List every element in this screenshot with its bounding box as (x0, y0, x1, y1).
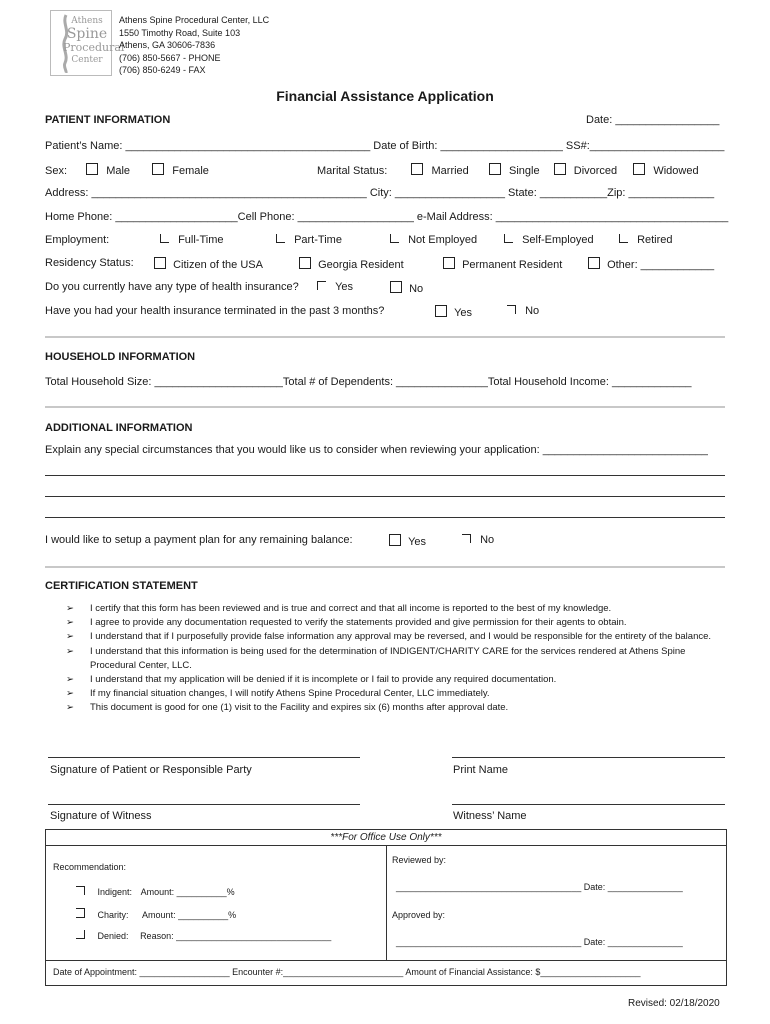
office-footer-line[interactable]: Date of Appointment: __________________ Encounter #:________________________ Amount of Financial Assistance: $____________________ (53, 967, 641, 977)
terminated-yes-label: Yes (454, 307, 473, 319)
additional-heading: ADDITIONAL INFORMATION (45, 422, 193, 434)
certification-item: ➢ I understand that this information is being used for the determination of INDIGENT/CHARITY CARE for the services rendered at Athens Spine Procedural Center, LLC. (66, 645, 686, 671)
company-street: 1550 Timothy Road, Suite 103 (119, 27, 241, 38)
full-time-label: Full-Time (178, 234, 224, 246)
other-option[interactable] (588, 257, 714, 271)
approved-by-line[interactable]: _____________________________________ Date: _______________ (396, 937, 683, 947)
male-checkbox[interactable] (86, 163, 98, 175)
terminated-question: Have you had your health insurance terminated in the past 3 months? (45, 305, 385, 317)
certification-list (66, 602, 726, 716)
terminated-no-option[interactable] (507, 305, 539, 317)
patient-signature-line[interactable] (48, 757, 360, 758)
company-phone: (706) 850-5667 - PHONE (119, 52, 221, 63)
payment-yes-checkbox[interactable] (389, 534, 401, 546)
divorced-label: Divorced (573, 165, 618, 177)
self-employed-option[interactable] (504, 234, 594, 246)
reviewed-by-label: Reviewed by: (392, 855, 447, 865)
employment-label: Employment: (45, 234, 110, 246)
denied-reason[interactable]: Reason: _______________________________ (140, 931, 332, 941)
payment-yes-option[interactable] (389, 534, 426, 548)
citizen-checkbox[interactable] (154, 257, 166, 269)
married-checkbox[interactable] (411, 163, 423, 175)
charity-amount[interactable]: Amount: __________% (142, 910, 237, 920)
certification-item: ➢ I certify that this form has been reviewed and is true and correct and that all income is reported to the best of my knowledge. (66, 602, 726, 616)
single-label: Single (508, 165, 540, 177)
page-title: Financial Assistance Application (276, 88, 494, 104)
female-label: Female (172, 165, 209, 177)
georgia-option[interactable] (299, 257, 404, 271)
terminated-no-checkbox[interactable] (507, 305, 516, 314)
arrow-bullet-icon: ➢ (66, 645, 74, 657)
other-checkbox[interactable] (588, 257, 600, 269)
logo-text: Athens Spine Procedural Center (63, 16, 125, 65)
marital-status-row (317, 163, 699, 177)
arrow-bullet-icon: ➢ (66, 617, 74, 629)
citizen-label: Citizen of the USA (173, 259, 263, 271)
retired-checkbox[interactable] (619, 234, 628, 243)
indigent-amount[interactable]: Amount: __________% (140, 887, 235, 897)
explain-line[interactable] (45, 496, 725, 497)
office-use-header: ***For Office Use Only*** (46, 830, 726, 846)
full-time-checkbox[interactable] (160, 234, 169, 243)
not-employed-checkbox[interactable] (390, 234, 399, 243)
other-label: Other: ____________ (607, 259, 715, 271)
box-footer-rule (46, 960, 726, 961)
section-divider (45, 566, 725, 568)
citizen-option[interactable] (154, 257, 263, 271)
denied-label: Denied: (97, 931, 129, 941)
witness-signature-line[interactable] (48, 804, 360, 805)
company-address (119, 14, 269, 77)
phone-email-line[interactable]: Home Phone: ____________________Cell Phone: ___________________ e-Mail Address: ______________________________________ (45, 211, 729, 223)
print-name-line[interactable] (452, 757, 725, 758)
payment-plan-question: I would like to setup a payment plan for any remaining balance: (45, 534, 353, 546)
insurance-no-label: No (409, 283, 424, 295)
company-city: Athens, GA 30606-7836 (119, 40, 216, 50)
witness-signature-label: Signature of Witness (50, 810, 152, 822)
section-divider (45, 336, 725, 338)
section-divider (45, 406, 725, 408)
terminated-yes-checkbox[interactable] (435, 305, 447, 317)
marital-label: Marital Status: (317, 165, 388, 177)
insurance-yes-label: Yes (335, 281, 354, 293)
patient-info-heading: PATIENT INFORMATION (45, 114, 171, 126)
payment-no-checkbox[interactable] (462, 534, 471, 543)
residency-label: Residency Status: (45, 257, 134, 269)
revision-date: Revised: 02/18/2020 (628, 998, 720, 1009)
name-dob-ssn-line[interactable]: Patient’s Name: ________________________________________ Date of Birth: ____________________ SS#:______________________ (45, 140, 725, 152)
office-use-box (45, 829, 727, 986)
patient-signature-label: Signature of Patient or Responsible Party (50, 764, 252, 776)
address-line[interactable]: Address: _____________________________________________ City: __________________ State: ___________Zip: ______________ (45, 187, 715, 199)
household-line[interactable]: Total Household Size: _____________________Total # of Dependents: _______________Total Household Income: _____________ (45, 376, 692, 388)
payment-no-label: No (480, 534, 495, 546)
household-heading: HOUSEHOLD INFORMATION (45, 351, 196, 363)
not-employed-label: Not Employed (408, 234, 478, 246)
explain-line[interactable] (45, 475, 725, 476)
permanent-checkbox[interactable] (443, 257, 455, 269)
certification-item: ➢ I agree to provide any documentation requested to verify the statements provided and give permission for their agents to obtain. (66, 616, 726, 630)
insurance-no-option[interactable] (390, 281, 423, 295)
permanent-option[interactable] (443, 257, 562, 271)
widowed-label: Widowed (653, 165, 699, 177)
denied-row (76, 930, 331, 941)
certification-heading: CERTIFICATION STATEMENT (45, 580, 198, 592)
certification-item: ➢ I understand that if I purposefully provide false information any approval may be reversed, and I would be responsible for the entirety of the balance. (66, 630, 726, 644)
certification-item: ➢ This document is good for one (1) visit to the Facility and expires six (6) months after approval date. (66, 701, 726, 715)
female-checkbox[interactable] (152, 163, 164, 175)
georgia-label: Georgia Resident (318, 259, 404, 271)
indigent-label: Indigent: (97, 887, 133, 897)
married-label: Married (431, 165, 469, 177)
arrow-bullet-icon: ➢ (66, 674, 74, 686)
retired-label: Retired (637, 234, 673, 246)
charity-checkbox[interactable] (76, 908, 85, 918)
georgia-checkbox[interactable] (299, 257, 311, 269)
approved-by-label: Approved by: (392, 910, 446, 920)
charity-row (76, 908, 236, 920)
witness-name-line[interactable] (452, 804, 725, 805)
company-logo (50, 10, 125, 76)
company-name: Athens Spine Procedural Center, LLC (119, 15, 270, 25)
certification-item: ➢ If my financial situation changes, I will notify Athens Spine Procedural Center, LLC immediately. (66, 687, 726, 701)
single-checkbox[interactable] (489, 163, 501, 175)
not-employed-option[interactable] (390, 234, 477, 246)
insurance-yes-checkbox[interactable] (317, 281, 326, 290)
male-label: Male (106, 165, 131, 177)
explain-line[interactable] (45, 517, 725, 518)
terminated-no-label: No (525, 305, 540, 317)
full-time-option[interactable] (160, 234, 224, 246)
witness-name-label: Witness’ Name (453, 810, 527, 822)
insurance-question: Do you currently have any type of health insurance? (45, 281, 299, 293)
payment-no-option[interactable] (462, 534, 494, 546)
self-employed-checkbox[interactable] (504, 234, 513, 243)
reviewed-by-line[interactable]: _____________________________________ Date: _______________ (396, 882, 683, 892)
arrow-bullet-icon: ➢ (66, 603, 74, 614)
indigent-row (76, 886, 235, 897)
insurance-yes-option[interactable] (317, 281, 353, 293)
terminated-yes-option[interactable] (435, 305, 472, 319)
part-time-label: Part-Time (294, 234, 342, 246)
permanent-label: Permanent Resident (462, 259, 563, 271)
company-fax: (706) 850-6249 - FAX (119, 65, 206, 75)
payment-yes-label: Yes (408, 536, 427, 548)
self-employed-label: Self-Employed (522, 234, 594, 246)
divorced-checkbox[interactable] (554, 163, 566, 175)
certification-item: ➢ I understand that my application will be denied if it is incomplete or I fail to provide any required documentation. (66, 673, 726, 687)
retired-option[interactable] (619, 234, 673, 246)
part-time-checkbox[interactable] (276, 234, 285, 243)
charity-label: Charity: (97, 910, 129, 920)
sex-row (45, 163, 209, 177)
insurance-no-checkbox[interactable] (390, 281, 402, 293)
date-field[interactable]: Date: _________________ (586, 114, 720, 126)
arrow-bullet-icon: ➢ (66, 688, 74, 700)
widowed-checkbox[interactable] (633, 163, 645, 175)
arrow-bullet-icon: ➢ (66, 631, 74, 643)
sex-label: Sex: (45, 165, 68, 177)
part-time-option[interactable] (276, 234, 342, 246)
print-name-label: Print Name (453, 764, 509, 776)
box-divider (386, 845, 387, 960)
recommendation-label: Recommendation: (53, 862, 127, 872)
indigent-checkbox[interactable] (76, 886, 85, 895)
denied-checkbox[interactable] (76, 930, 85, 939)
arrow-bullet-icon: ➢ (66, 702, 74, 714)
explain-circumstances[interactable]: Explain any special circumstances that you would like us to consider when reviewing your application: ___________________________ (45, 444, 708, 456)
